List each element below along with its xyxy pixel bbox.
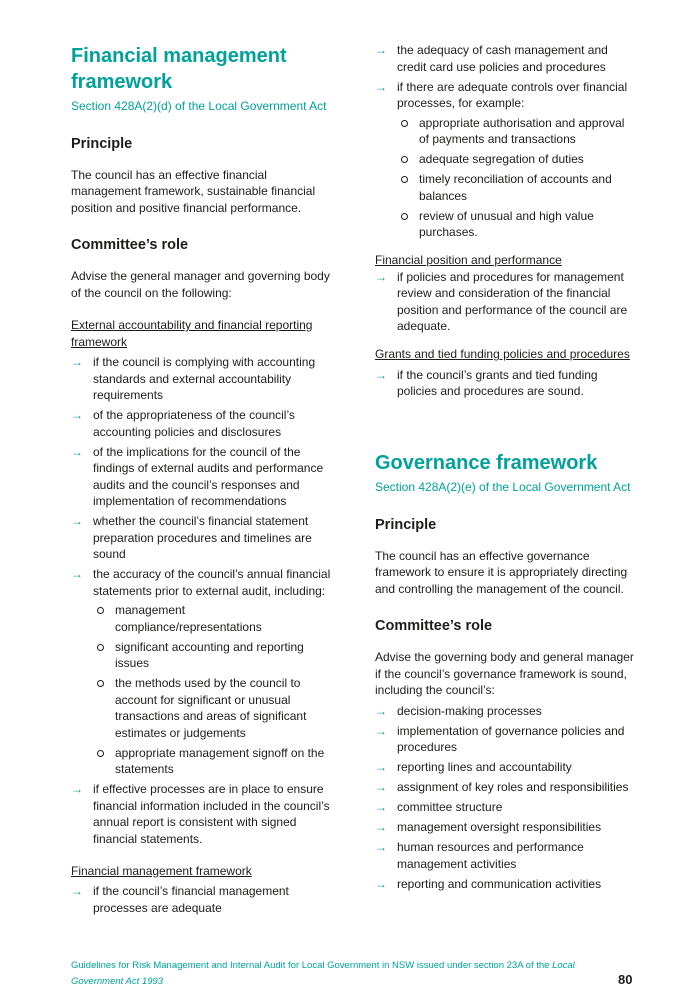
arrow-right-icon: → <box>375 723 387 738</box>
governance-committee-role-heading: Committee’s role <box>375 618 493 634</box>
list-item: → committee structure <box>375 800 503 814</box>
arrow-right-icon: → <box>71 408 83 422</box>
arrow-right-icon: → <box>71 884 83 898</box>
governance-section-reference: Section 428A(2)(e) of the Local Government Act <box>375 480 631 494</box>
circle-icon <box>97 644 104 651</box>
arrow-right-icon: → <box>375 79 387 94</box>
arrow-right-icon: → <box>71 567 83 581</box>
arrow-right-icon: → <box>71 782 83 796</box>
right-column-top <box>375 42 637 403</box>
arrow-right-icon: → <box>71 444 83 459</box>
left-column <box>71 38 333 920</box>
circle-icon <box>97 750 104 757</box>
arrow-right-icon: → <box>375 43 387 57</box>
page-number: 80 <box>618 972 633 987</box>
list-item: → reporting lines and accountability <box>375 760 572 774</box>
circle-icon <box>401 213 408 220</box>
circle-icon <box>97 680 104 687</box>
arrow-right-icon: → <box>375 780 387 794</box>
sub-list-item: significant accounting and reporting issues <box>93 639 333 672</box>
list-item: → reporting and communication activities <box>375 876 602 891</box>
list-item: → the adequacy of cash management and credit card use policies and procedures <box>375 43 608 74</box>
financial-management-continued-list <box>375 42 637 241</box>
subsection-title-financial-position: Financial position and performance <box>375 253 562 267</box>
right-column-governance <box>375 445 637 896</box>
arrow-right-icon: → <box>375 800 387 814</box>
arrow-right-icon: → <box>375 820 387 834</box>
committee-role-intro: Advise the general manager and governing body of the council on the following: <box>71 269 330 300</box>
section-title-governance: Governance framework <box>375 452 598 474</box>
list-item: → management oversight responsibilities <box>375 820 602 834</box>
controls-sublist <box>397 115 637 241</box>
circle-icon <box>401 176 408 183</box>
arrow-right-icon: → <box>71 355 83 369</box>
list-item: → if effective processes are in place to ensure financial information included in the council’s annual report is consistent with signed financial statements. <box>71 782 330 846</box>
sub-list-item: the methods used by the council to account for significant or unusual transactions and areas of significant estimates or judgements <box>93 675 333 741</box>
sub-list-item: appropriate management signoff on the statements <box>93 745 333 778</box>
page-footer <box>71 958 611 990</box>
grants-list <box>375 367 637 400</box>
subsection-title-external-accountability: External accountability and financial reporting framework <box>71 318 313 349</box>
subsection-title-financial-management: Financial management framework <box>71 863 252 878</box>
arrow-right-icon: → <box>375 269 387 284</box>
list-item: → if the council’s financial management processes are adequate <box>71 884 289 915</box>
arrow-right-icon: → <box>375 703 387 718</box>
committee-role-heading: Committee’s role <box>71 237 189 253</box>
footer-text: Guidelines for Risk Management and Internal Audit for Local Government in NSW issued under section 23A of the <box>71 960 553 971</box>
financial-management-list <box>71 883 333 916</box>
list-item: → assignment of key roles and responsibilities <box>375 780 629 794</box>
list-item: → implementation of governance policies and procedures <box>375 723 625 754</box>
sub-list-item: management compliance/representations <box>93 602 333 635</box>
arrow-right-icon: → <box>375 840 387 854</box>
arrow-right-icon: → <box>375 367 387 382</box>
circle-icon <box>97 607 104 614</box>
subsection-title-grants: Grants and tied funding policies and procedures <box>375 347 630 361</box>
financial-position-list <box>375 269 637 335</box>
list-item: → whether the council’s financial statement preparation procedures and timelines are sound <box>71 514 312 561</box>
list-item: → human resources and performance management activities <box>375 840 584 871</box>
sub-list-item: timely reconciliation of accounts and balances <box>397 171 637 204</box>
list-item: → if there are adequate controls over financial processes, for example: appropriate authorisation and approval of payments and transactions adequate segregation of duties timely reconciliation of accounts and balances review of unusual and high value purchases. <box>375 79 637 241</box>
governance-list <box>375 703 637 893</box>
governance-committee-role-intro: Advise the governing body and general manager if the council’s governance framework is sound, including the council’s: <box>375 650 634 697</box>
external-accountability-list <box>71 354 333 847</box>
section-reference: Section 428A(2)(d) of the Local Government Act <box>71 99 327 113</box>
sub-list-item: appropriate authorisation and approval of payments and transactions <box>397 115 637 148</box>
arrow-right-icon: → <box>375 876 387 891</box>
list-item: → decision-making processes <box>375 703 542 718</box>
governance-principle-text: The council has an effective governance framework to ensure it is appropriately directing and controlling the management of the council. <box>375 548 628 596</box>
arrow-right-icon: → <box>71 514 83 528</box>
financial-statements-sublist <box>93 602 333 778</box>
list-item: → if the council is complying with accounting standards and external accountability requirements <box>71 355 316 402</box>
circle-icon <box>401 156 408 163</box>
list-item: → the accuracy of the council’s annual financial statements prior to external audit, including: management compliance/representations significant accounting and reporting issues the methods used by the council to account for significant or unusual transactions and areas of significant estimates or judgements appropriate management signoff on the statements <box>71 566 333 778</box>
footer-act-title: Local Government Act 1993 <box>71 960 575 987</box>
arrow-right-icon: → <box>375 760 387 774</box>
principle-text: The council has an effective financial management framework, sustainable financial position and positive financial performance. <box>71 167 316 215</box>
section-title-financial: Financial management framework <box>71 45 287 93</box>
list-item: → of the implications for the council of the findings of external audits and performance audits and the council’s responses and implementation of recommendations <box>71 444 324 508</box>
sub-list-item: adequate segregation of duties <box>397 151 637 168</box>
governance-principle-heading: Principle <box>375 516 437 533</box>
circle-icon <box>401 120 408 127</box>
sub-list-item: review of unusual and high value purchases. <box>397 208 637 241</box>
principle-heading: Principle <box>71 135 133 152</box>
list-item: → of the appropriateness of the council’s accounting policies and disclosures <box>71 408 295 439</box>
list-item: → if the council’s grants and tied funding policies and procedures are sound. <box>375 367 598 398</box>
list-item: → if policies and procedures for management review and consideration of the financial position and performance of the council are adequate. <box>375 269 628 333</box>
